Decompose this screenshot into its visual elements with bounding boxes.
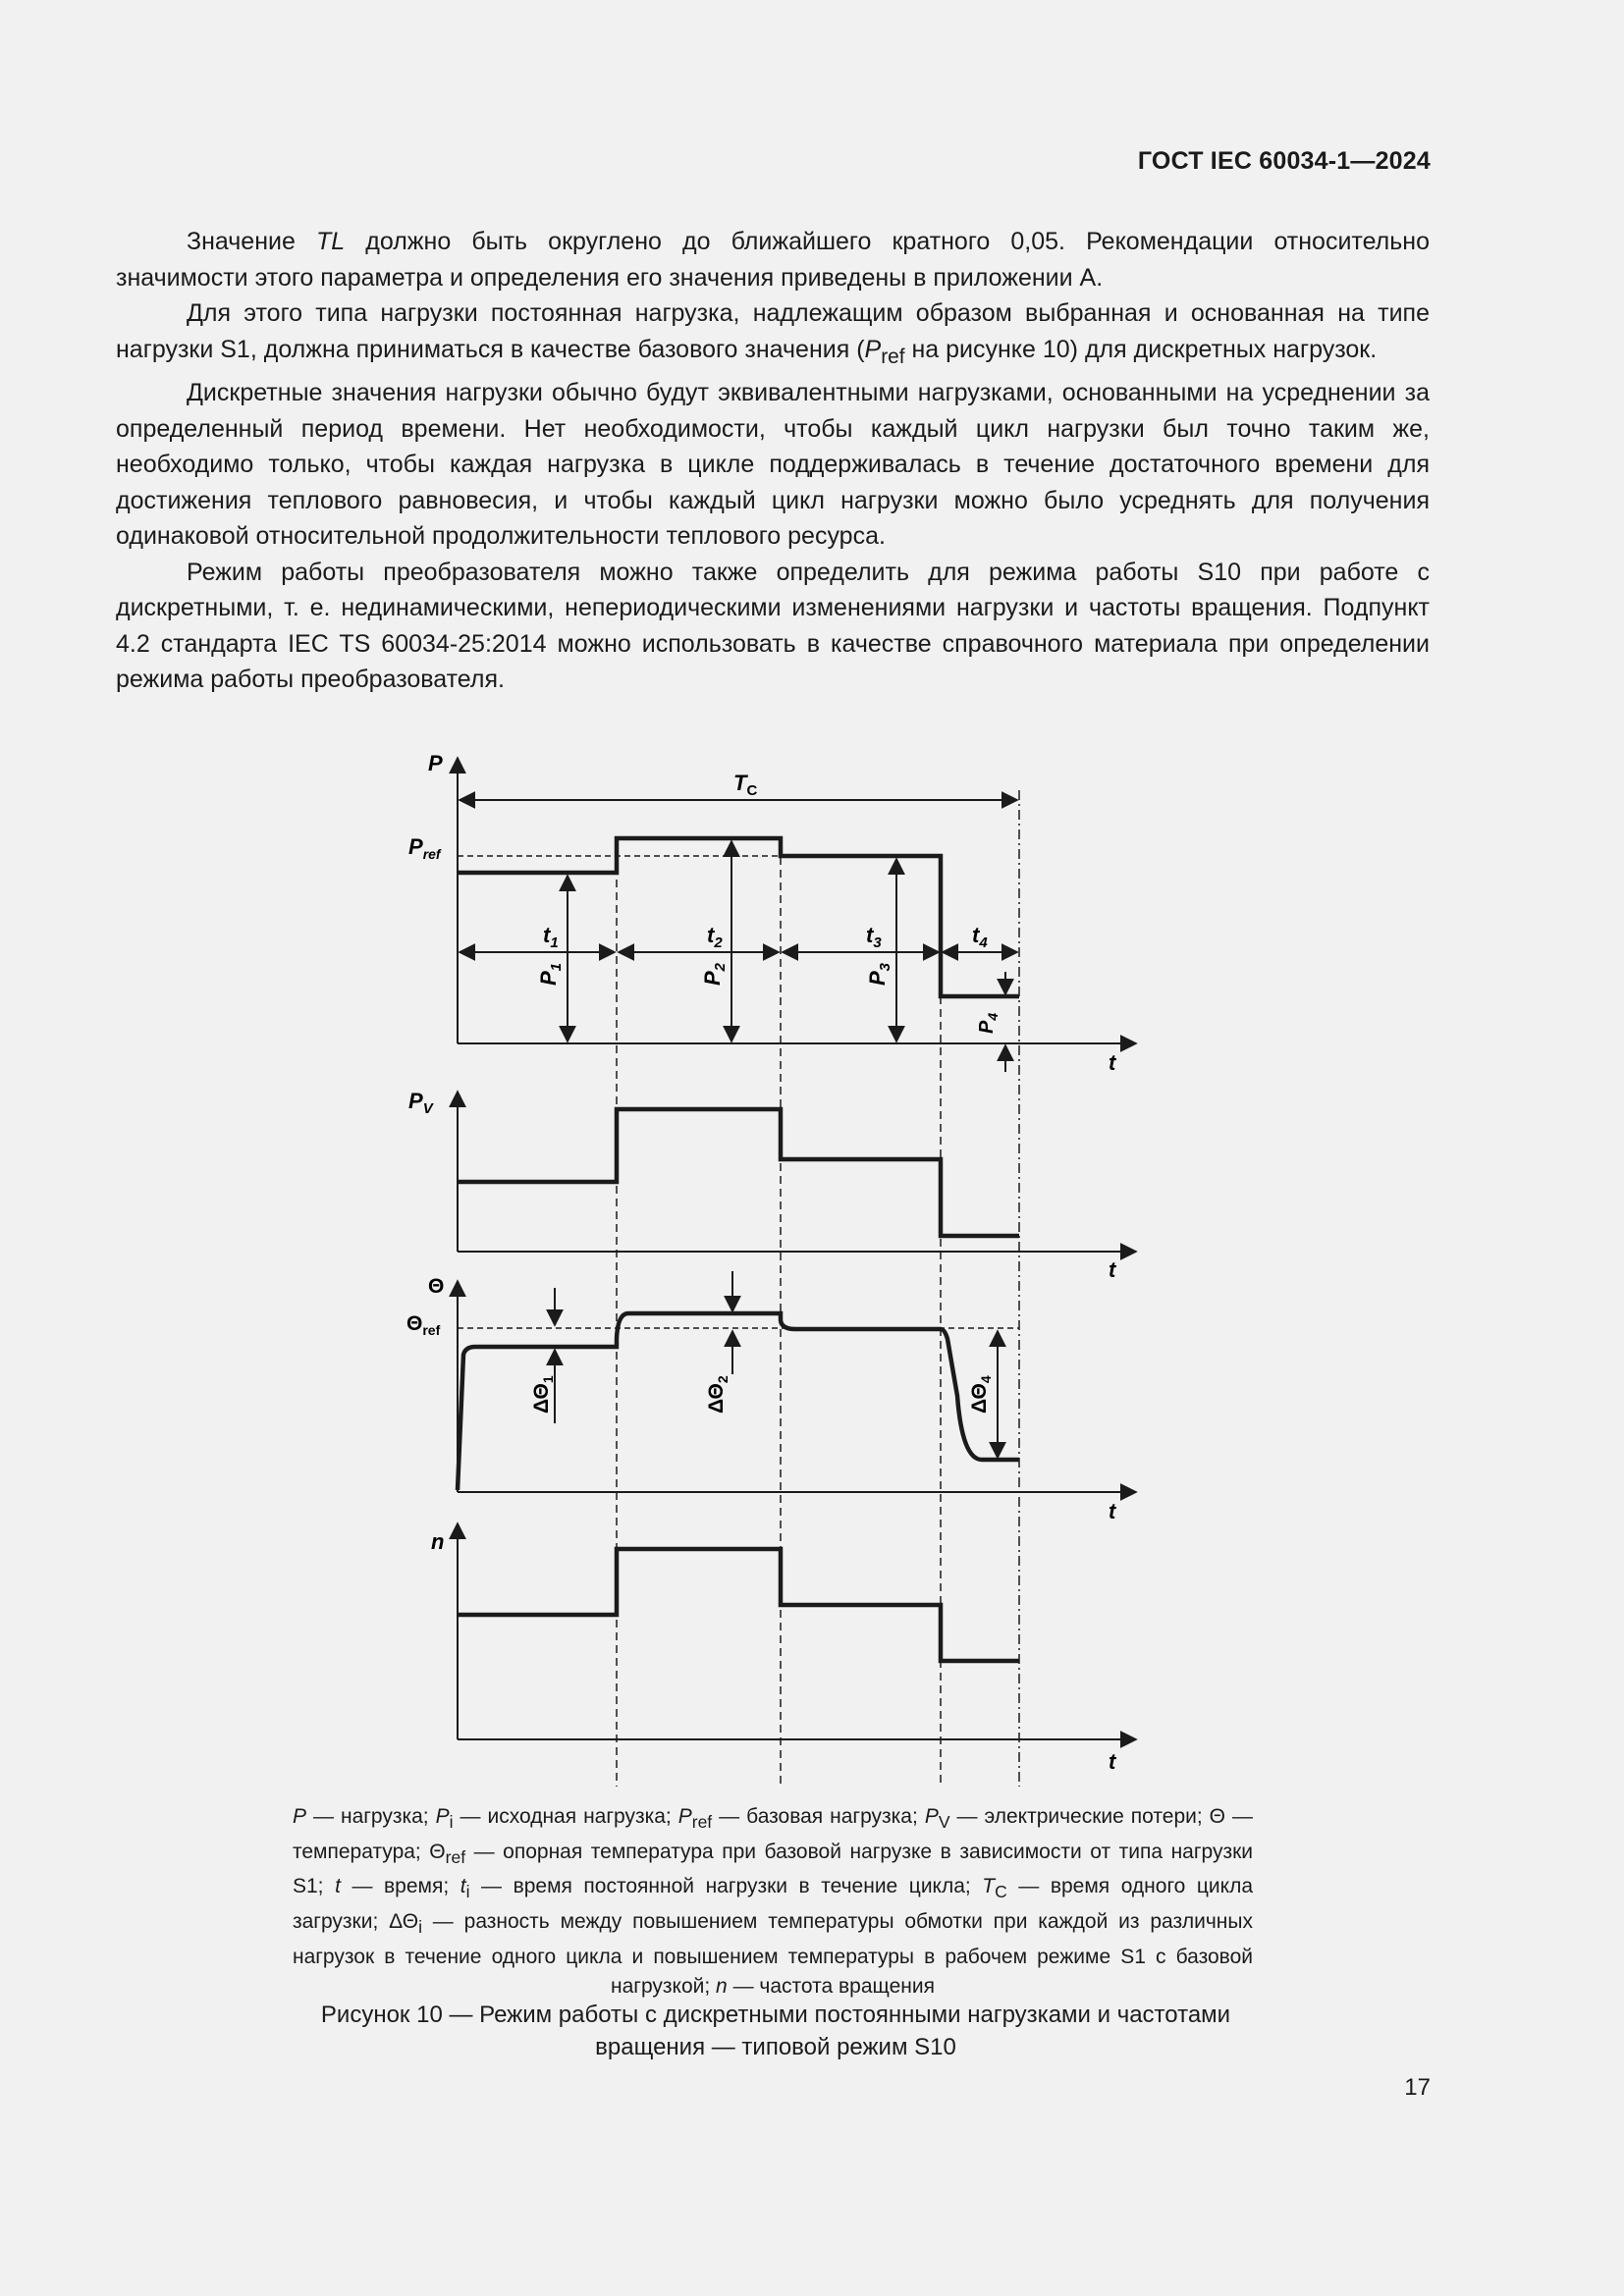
- dtheta4-label: $\Delta\Theta_4$: [968, 1375, 994, 1414]
- figure-caption: [275, 1999, 1276, 2063]
- t3-label: $t_3$: [866, 923, 882, 951]
- paragraph-2: Для этого типа нагрузки постоянная нагрузка, надлежащим образом выбранная и основанная на типе нагрузки S1, должна приниматься в качестве базового значения ($P_{ref}$ на рисунке 10) для дискретных нагрузок.: [116, 299, 1430, 368]
- tc-label: $T_C$: [733, 771, 758, 799]
- figure-legend: P — нагрузка; $P_i$ — исходная нагрузка; $P_{ref}$ — базовая нагрузка; $P_V$ — электрические потери; Θ — температура; $\Theta_{ref}$ — опорная температура при базовой нагрузке в зависимости от типа нагрузки S1; t — время; $t_i$ — время постоянной нагрузки в течение цикла; $T_C$ — время одного цикла загрузки; $\Delta\Theta_i$ — разность между повышением температуры обмотки при каждой из различных нагрузок в течение одного цикла и повышением температуры в рабочем режиме S1 с базовой нагрузкой; n — частота вращения: [293, 1805, 1254, 1999]
- p3-label: $P_3$: [865, 962, 893, 986]
- t1-label: $t_1$: [543, 923, 559, 951]
- theta-axis-label: Θ: [428, 1275, 445, 1298]
- speed-series-line: [458, 1549, 1019, 1661]
- n-chart-t-label: t: [1109, 1749, 1116, 1774]
- speed-chart: [431, 1523, 1136, 1774]
- p-chart-t-label: t: [1109, 1050, 1116, 1075]
- pv-axis-label: $P_V$: [408, 1089, 433, 1117]
- losses-series-line: [458, 1109, 1019, 1236]
- load-chart: [408, 751, 1136, 1075]
- caption-line-1: Рисунок 10 — Режим работы с дискретными постоянными нагрузками и частотами: [320, 2002, 1231, 2028]
- n-axis-label: n: [431, 1529, 445, 1554]
- p1-label: $P_1$: [536, 962, 565, 986]
- theta-ref-label: $\Theta_{ref}$: [406, 1312, 441, 1338]
- dtheta2-label: $\Delta\Theta_2$: [705, 1375, 731, 1414]
- paragraph-4: Режим работы преобразователя можно также определить для режима работы S10 при работе с дискретными, т. е. нединамическими, непериодическими изменениями нагрузки и частоты вращения. Подпункт 4.2 стандарта IEC TS 60034-25:2014 можно использовать в качестве справочного материала при определении режима работы преобразователя.: [116, 558, 1430, 693]
- paragraph-3: Дискретные значения нагрузки обычно будут эквивалентными нагрузками, основанными на усреднении за определенный период времени. Нет необходимости, чтобы каждый цикл нагрузки был точно таким же, необходимо только, чтобы каждая нагрузка в цикле поддерживалась в течение достаточного времени для достижения теплового равновесия, и чтобы каждый цикл нагрузки можно было усреднять для получения одинаковой относительной продолжительности теплового ресурса.: [116, 379, 1430, 550]
- t4-label: $t_4$: [972, 923, 988, 951]
- page-number: 17: [1404, 2074, 1431, 2101]
- p-axis-label: P: [428, 751, 443, 775]
- p4-label: $P_4$: [976, 1012, 1001, 1034]
- t2-label: $t_2$: [707, 923, 723, 951]
- body-text: [116, 224, 1430, 698]
- p2-label: $P_2$: [700, 962, 729, 986]
- p-ref-label: $P_{ref}$: [408, 834, 441, 862]
- document-header: ГОСТ IEC 60034-1—2024: [1137, 147, 1431, 175]
- dtheta1-label: $\Delta\Theta_1$: [530, 1375, 556, 1414]
- losses-chart: [408, 1089, 1136, 1282]
- caption-line-2: вращения — типовой режим S10: [595, 2034, 956, 2060]
- theta-chart-t-label: t: [1109, 1499, 1116, 1523]
- paragraph-1: Значение TL должно быть округлено до ближайшего кратного 0,05. Рекомендации относительно значимости этого параметра и определения его значения приведены в приложении А.: [116, 228, 1430, 292]
- pv-chart-t-label: t: [1109, 1257, 1116, 1282]
- s10-duty-diagram: [393, 746, 1178, 1787]
- temperature-chart: [406, 1271, 1136, 1523]
